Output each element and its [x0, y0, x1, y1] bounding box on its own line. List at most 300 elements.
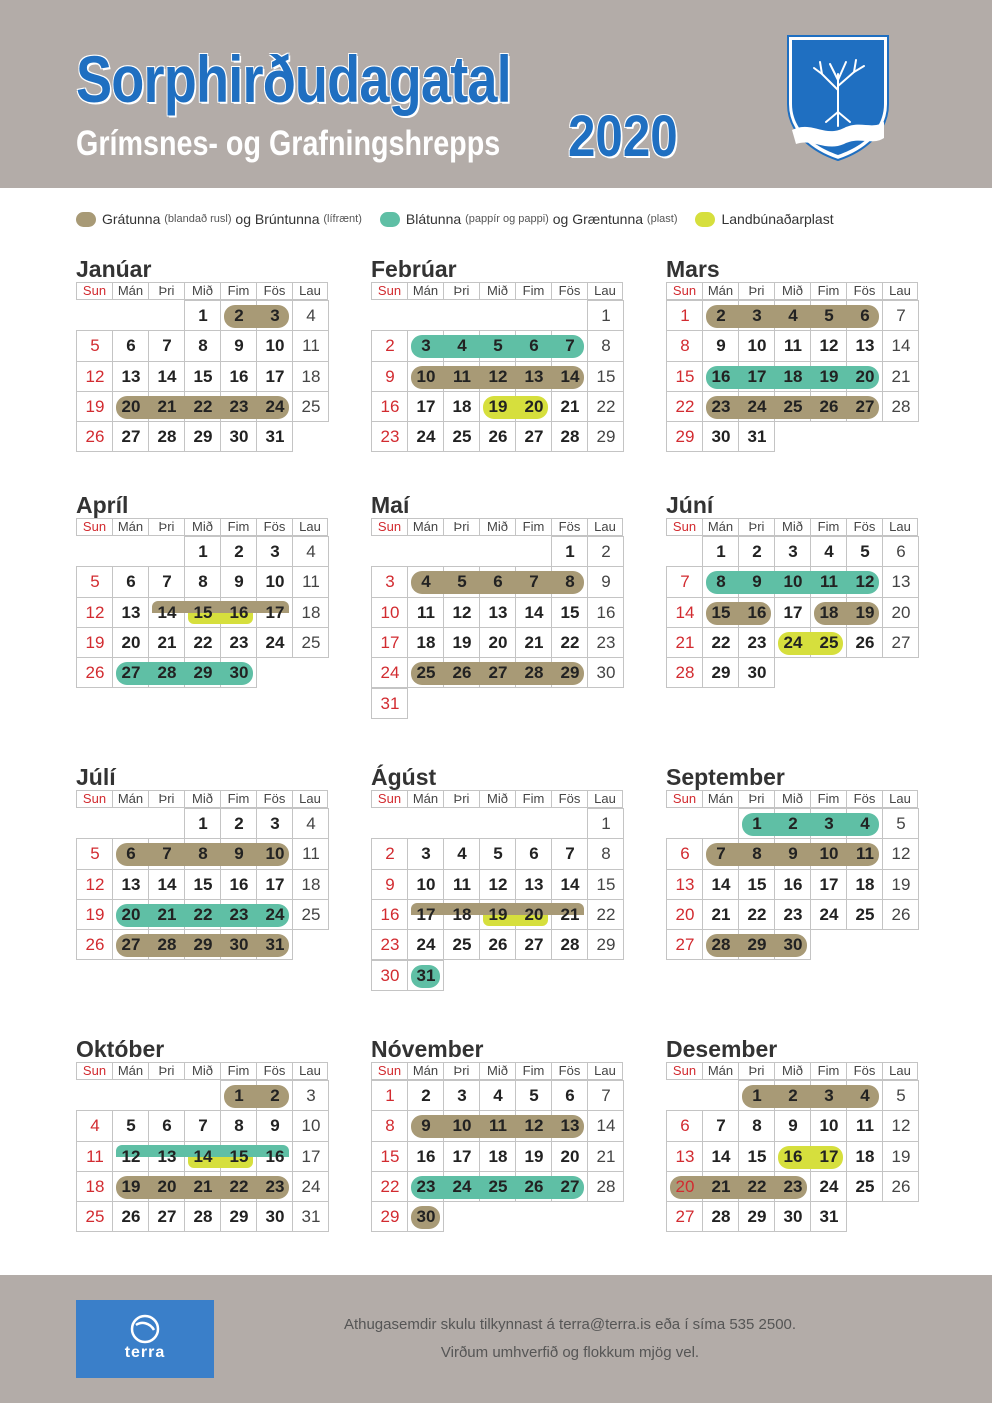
- day-number: 2: [716, 306, 726, 325]
- weekday-label: Fös: [256, 790, 292, 808]
- weekday-label: Lau: [587, 282, 623, 300]
- day-number: 22: [596, 396, 616, 416]
- day-number: 25: [819, 632, 839, 652]
- day-number: 8: [601, 336, 611, 356]
- month-calendar: [666, 1036, 918, 1234]
- weekday-label: Þri: [148, 1062, 184, 1080]
- day-number: 2: [385, 844, 395, 864]
- day-number: 31: [265, 427, 285, 447]
- day-number: 17: [452, 1146, 472, 1166]
- day-number: 18: [819, 602, 839, 622]
- day-grid: [371, 1080, 623, 1234]
- day-number: 7: [601, 1086, 611, 1105]
- day-number: 19: [819, 366, 839, 386]
- day-number: 24: [265, 632, 285, 652]
- day-number: 19: [85, 632, 105, 652]
- day-grid: [371, 536, 623, 720]
- day-number: 2: [421, 1086, 431, 1105]
- month-calendar: [76, 764, 328, 962]
- weekday-header-row: [666, 282, 918, 300]
- weekday-label: Fim: [220, 790, 256, 808]
- day-number: 14: [891, 336, 911, 356]
- day-number: 20: [855, 366, 875, 386]
- day-number: 9: [601, 572, 611, 592]
- weekday-label: Mán: [112, 518, 148, 536]
- day-number: 16: [783, 874, 803, 894]
- legend-label: Landbúnaðarplast: [721, 211, 834, 227]
- day-number: 25: [452, 935, 472, 955]
- day-number: 28: [560, 935, 580, 955]
- day-number: 29: [193, 663, 213, 683]
- day-number: 14: [711, 1146, 731, 1166]
- day-number: 3: [270, 306, 280, 325]
- day-number: 12: [488, 366, 508, 386]
- day-number: 25: [783, 396, 803, 416]
- day-number: 5: [860, 542, 870, 561]
- day-number: 3: [421, 336, 431, 356]
- weekday-label: Mið: [184, 1062, 220, 1080]
- day-number: 10: [783, 572, 803, 592]
- day-number: 4: [306, 814, 316, 833]
- day-number: 1: [716, 542, 726, 561]
- day-number: 18: [488, 1146, 508, 1166]
- day-number: 19: [524, 1146, 544, 1166]
- day-number: 28: [157, 427, 177, 447]
- day-number: 4: [457, 844, 467, 864]
- day-number: 8: [198, 572, 208, 592]
- day-number: 26: [891, 904, 911, 924]
- weekday-label: Mán: [407, 790, 443, 808]
- day-number: 30: [783, 1207, 803, 1227]
- day-number: 13: [157, 1146, 177, 1166]
- day-number: 21: [675, 632, 695, 652]
- day-number: 27: [675, 1207, 695, 1227]
- day-number: 19: [488, 396, 508, 416]
- day-number: 16: [783, 1146, 803, 1166]
- day-number: 16: [380, 904, 400, 924]
- day-number: 28: [596, 1176, 616, 1196]
- day-number: 10: [819, 1116, 839, 1136]
- day-number: 16: [229, 602, 249, 622]
- day-number: 21: [193, 1176, 213, 1196]
- day-number: 15: [193, 366, 213, 386]
- day-number: 2: [601, 542, 611, 561]
- day-number: 23: [380, 427, 400, 447]
- day-number: 26: [855, 632, 875, 652]
- day-number: 25: [855, 904, 875, 924]
- weekday-label: Mið: [774, 790, 810, 808]
- weekday-label: Lau: [882, 1062, 918, 1080]
- day-number: 10: [380, 602, 400, 622]
- day-number: 23: [229, 396, 249, 416]
- day-number: 28: [157, 663, 177, 683]
- month-calendar: [76, 492, 328, 690]
- day-number: 10: [747, 336, 767, 356]
- day-number: 24: [452, 1176, 472, 1196]
- page-title: Sorphirðudagatal: [76, 42, 511, 116]
- day-number: 31: [265, 935, 285, 955]
- weekday-label: Mán: [702, 1062, 738, 1080]
- day-number: 15: [380, 1146, 400, 1166]
- day-number: 18: [301, 602, 321, 622]
- weekday-label: Mið: [479, 1062, 515, 1080]
- weekday-label: Þri: [738, 282, 774, 300]
- legend-item-teal: [380, 211, 678, 227]
- day-number: 10: [416, 874, 436, 894]
- legend-item-yellow: [695, 211, 833, 227]
- day-number: 10: [452, 1116, 472, 1136]
- day-number: 14: [157, 874, 177, 894]
- weekday-label: Fim: [220, 518, 256, 536]
- weekday-label: Mán: [407, 282, 443, 300]
- day-number: 28: [675, 663, 695, 683]
- day-number: 1: [601, 306, 611, 325]
- day-number: 11: [302, 572, 320, 592]
- month-name: Júlí: [76, 764, 116, 790]
- day-number: 26: [121, 1207, 141, 1227]
- day-number: 13: [524, 874, 544, 894]
- day-number: 11: [453, 874, 471, 894]
- day-number: 12: [85, 874, 105, 894]
- day-number: 26: [85, 663, 105, 683]
- weekday-header-row: [371, 1062, 623, 1080]
- weekday-header-row: [76, 282, 328, 300]
- day-number: 18: [301, 366, 321, 386]
- weekday-label: Lau: [292, 282, 328, 300]
- weekday-label: Þri: [443, 518, 479, 536]
- month-calendar: [666, 764, 918, 962]
- day-number: 1: [680, 306, 690, 325]
- weekday-header-row: [371, 790, 623, 808]
- day-grid: [371, 300, 623, 454]
- month-calendar: [371, 256, 623, 454]
- day-number: 11: [820, 572, 838, 592]
- day-number: 16: [747, 602, 767, 622]
- month-calendar: [76, 1036, 328, 1234]
- day-number: 24: [819, 904, 839, 924]
- day-number: 7: [716, 1116, 726, 1136]
- day-number: 10: [265, 572, 285, 592]
- day-number: 5: [90, 336, 100, 356]
- weekday-header-row: [666, 1062, 918, 1080]
- weekday-label: Fim: [515, 790, 551, 808]
- day-number: 2: [234, 542, 244, 561]
- day-number: 9: [234, 336, 244, 356]
- weekday-label: Fös: [846, 790, 882, 808]
- day-number: 23: [596, 632, 616, 652]
- day-number: 21: [524, 632, 544, 652]
- day-number: 22: [193, 396, 213, 416]
- day-number: 27: [121, 663, 141, 683]
- legend-swatch-brown: [76, 212, 96, 227]
- day-number: 31: [819, 1207, 839, 1227]
- weekday-label: Þri: [443, 790, 479, 808]
- weekday-label: Þri: [738, 790, 774, 808]
- weekday-label: Fös: [551, 790, 587, 808]
- day-number: 12: [891, 1116, 911, 1136]
- day-number: 21: [596, 1146, 616, 1166]
- month-calendar: [666, 492, 918, 690]
- day-number: 15: [711, 602, 731, 622]
- day-number: 24: [416, 427, 436, 447]
- day-number: 17: [265, 366, 285, 386]
- day-number: 11: [417, 602, 435, 622]
- day-number: 7: [162, 572, 172, 592]
- day-number: 26: [85, 935, 105, 955]
- weekday-label: Fös: [256, 282, 292, 300]
- weekday-label: Sun: [666, 1062, 702, 1080]
- day-number: 21: [157, 396, 177, 416]
- weekday-label: Lau: [292, 1062, 328, 1080]
- day-number: 18: [452, 396, 472, 416]
- day-number: 15: [229, 1146, 249, 1166]
- weekday-label: Mán: [702, 518, 738, 536]
- day-number: 19: [855, 602, 875, 622]
- day-number: 17: [301, 1146, 321, 1166]
- day-number: 16: [416, 1146, 436, 1166]
- weekday-label: Sun: [76, 282, 112, 300]
- day-number: 1: [565, 542, 575, 561]
- day-number: 1: [752, 1086, 762, 1105]
- day-number: 14: [560, 874, 580, 894]
- day-grid: [666, 808, 918, 962]
- day-number: 7: [529, 572, 539, 592]
- day-number: 30: [783, 935, 803, 955]
- legend-label: Græntunna: [572, 211, 644, 227]
- day-number: 12: [85, 602, 105, 622]
- weekday-label: Mið: [479, 282, 515, 300]
- weekday-label: Lau: [292, 790, 328, 808]
- weekday-header-row: [371, 518, 623, 536]
- day-number: 19: [891, 1146, 911, 1166]
- day-number: 12: [85, 366, 105, 386]
- weekday-label: Þri: [148, 282, 184, 300]
- weekday-label: Mið: [774, 1062, 810, 1080]
- weekday-header-row: [76, 1062, 328, 1080]
- day-number: 18: [783, 366, 803, 386]
- weekday-header-row: [76, 518, 328, 536]
- day-number: 8: [198, 844, 208, 864]
- weekday-label: Fös: [846, 1062, 882, 1080]
- day-number: 2: [752, 542, 762, 561]
- day-number: 22: [596, 904, 616, 924]
- day-number: 19: [488, 904, 508, 924]
- legend-note: (pappír og pappi): [465, 213, 549, 225]
- day-number: 3: [306, 1086, 316, 1105]
- day-number: 11: [453, 366, 471, 386]
- day-number: 10: [265, 336, 285, 356]
- day-number: 4: [306, 542, 316, 561]
- day-number: 6: [162, 1116, 172, 1136]
- day-number: 15: [675, 366, 695, 386]
- day-number: 26: [524, 1176, 544, 1196]
- day-number: 26: [819, 396, 839, 416]
- day-number: 3: [270, 542, 280, 561]
- day-number: 9: [270, 1116, 280, 1136]
- day-number: 22: [675, 396, 695, 416]
- day-number: 11: [489, 1116, 507, 1136]
- day-number: 8: [565, 572, 575, 592]
- day-number: 25: [301, 396, 321, 416]
- weekday-label: Mið: [184, 790, 220, 808]
- day-number: 3: [788, 542, 798, 561]
- month-name: Desember: [666, 1036, 778, 1062]
- day-number: 25: [488, 1176, 508, 1196]
- day-number: 14: [711, 874, 731, 894]
- day-number: 5: [126, 1116, 136, 1136]
- day-number: 27: [524, 427, 544, 447]
- day-number: 16: [229, 366, 249, 386]
- day-number: 30: [265, 1207, 285, 1227]
- day-number: 13: [121, 366, 141, 386]
- day-number: 6: [860, 306, 870, 325]
- day-number: 12: [488, 874, 508, 894]
- day-number: 15: [596, 366, 616, 386]
- day-number: 1: [198, 814, 208, 833]
- day-number: 16: [229, 874, 249, 894]
- day-number: 20: [891, 602, 911, 622]
- day-number: 27: [855, 396, 875, 416]
- day-number: 28: [711, 935, 731, 955]
- day-number: 2: [788, 814, 798, 833]
- day-number: 19: [85, 396, 105, 416]
- legend-item-brown: [76, 211, 362, 227]
- month-calendar: [666, 256, 918, 454]
- day-number: 25: [301, 632, 321, 652]
- day-number: 5: [824, 306, 834, 325]
- day-number: 28: [891, 396, 911, 416]
- weekday-label: Sun: [76, 790, 112, 808]
- day-number: 8: [680, 336, 690, 356]
- weekday-label: Mið: [184, 518, 220, 536]
- day-number: 9: [385, 366, 395, 386]
- day-number: 6: [126, 572, 136, 592]
- month-name: Nóvember: [371, 1036, 484, 1062]
- day-number: 6: [493, 572, 503, 592]
- day-number: 5: [90, 572, 100, 592]
- weekday-label: Fös: [846, 518, 882, 536]
- year-label: 2020: [568, 104, 678, 169]
- day-number: 19: [85, 904, 105, 924]
- day-number: 14: [157, 366, 177, 386]
- day-number: 20: [560, 1146, 580, 1166]
- day-number: 9: [421, 1116, 431, 1136]
- day-number: 23: [229, 632, 249, 652]
- day-number: 18: [452, 904, 472, 924]
- day-number: 28: [193, 1207, 213, 1227]
- day-number: 23: [783, 904, 803, 924]
- day-number: 13: [524, 366, 544, 386]
- day-number: 30: [416, 1207, 436, 1227]
- legend-swatch-teal: [380, 212, 400, 227]
- day-number: 19: [121, 1176, 141, 1196]
- weekday-header-row: [76, 790, 328, 808]
- day-number: 8: [234, 1116, 244, 1136]
- day-number: 22: [229, 1176, 249, 1196]
- day-number: 28: [157, 935, 177, 955]
- day-number: 21: [157, 632, 177, 652]
- day-number: 20: [675, 904, 695, 924]
- day-number: 21: [157, 904, 177, 924]
- day-grid: [76, 808, 328, 962]
- weekday-label: Fös: [551, 1062, 587, 1080]
- day-number: 9: [752, 572, 762, 592]
- day-number: 4: [90, 1116, 100, 1136]
- day-number: 5: [529, 1086, 539, 1105]
- day-number: 11: [86, 1146, 104, 1166]
- weekday-label: Mán: [407, 518, 443, 536]
- weekday-label: Mið: [774, 518, 810, 536]
- day-number: 31: [747, 427, 767, 447]
- day-number: 18: [855, 874, 875, 894]
- day-number: 16: [265, 1146, 285, 1166]
- day-number: 30: [596, 663, 616, 683]
- municipal-crest-icon: [786, 34, 890, 162]
- day-number: 5: [896, 1086, 906, 1105]
- legend-joiner: og: [235, 211, 251, 227]
- day-number: 21: [560, 904, 580, 924]
- day-number: 16: [596, 602, 616, 622]
- day-number: 24: [747, 396, 767, 416]
- day-number: 17: [265, 602, 285, 622]
- day-number: 7: [198, 1116, 208, 1136]
- day-number: 27: [560, 1176, 580, 1196]
- day-number: 29: [193, 427, 213, 447]
- day-number: 22: [193, 632, 213, 652]
- day-grid: [666, 1080, 918, 1234]
- weekday-label: Lau: [292, 518, 328, 536]
- weekday-label: Sun: [371, 518, 407, 536]
- day-number: 22: [747, 1176, 767, 1196]
- weekday-header-row: [666, 790, 918, 808]
- day-number: 20: [488, 632, 508, 652]
- month-name: Maí: [371, 492, 410, 518]
- day-number: 6: [896, 542, 906, 561]
- day-number: 8: [601, 844, 611, 864]
- day-number: 28: [524, 663, 544, 683]
- month-name: Ágúst: [371, 764, 437, 790]
- weekday-label: Þri: [738, 518, 774, 536]
- weekday-label: Þri: [443, 282, 479, 300]
- legend-note: (blandað rusl): [164, 213, 232, 225]
- month-calendar: [371, 764, 623, 992]
- day-number: 30: [229, 663, 249, 683]
- day-number: 12: [452, 602, 472, 622]
- day-number: 12: [819, 336, 839, 356]
- day-number: 19: [891, 874, 911, 894]
- weekday-label: Þri: [148, 518, 184, 536]
- day-number: 5: [493, 336, 503, 356]
- page-subtitle: Grímsnes- og Grafningshrepps: [76, 124, 501, 163]
- day-number: 4: [306, 306, 316, 325]
- day-number: 22: [711, 632, 731, 652]
- day-number: 31: [380, 693, 400, 713]
- day-number: 23: [747, 632, 767, 652]
- day-number: 7: [896, 306, 906, 325]
- day-number: 12: [121, 1146, 141, 1166]
- day-number: 8: [752, 844, 762, 864]
- day-number: 1: [385, 1086, 395, 1105]
- day-grid: [76, 300, 328, 454]
- day-number: 27: [121, 427, 141, 447]
- day-number: 6: [126, 336, 136, 356]
- weekday-label: Fim: [810, 790, 846, 808]
- legend-label: Blátunna: [405, 211, 462, 227]
- weekday-label: Fim: [515, 282, 551, 300]
- day-number: 2: [788, 1086, 798, 1105]
- day-number: 18: [416, 632, 436, 652]
- day-number: 29: [596, 427, 616, 447]
